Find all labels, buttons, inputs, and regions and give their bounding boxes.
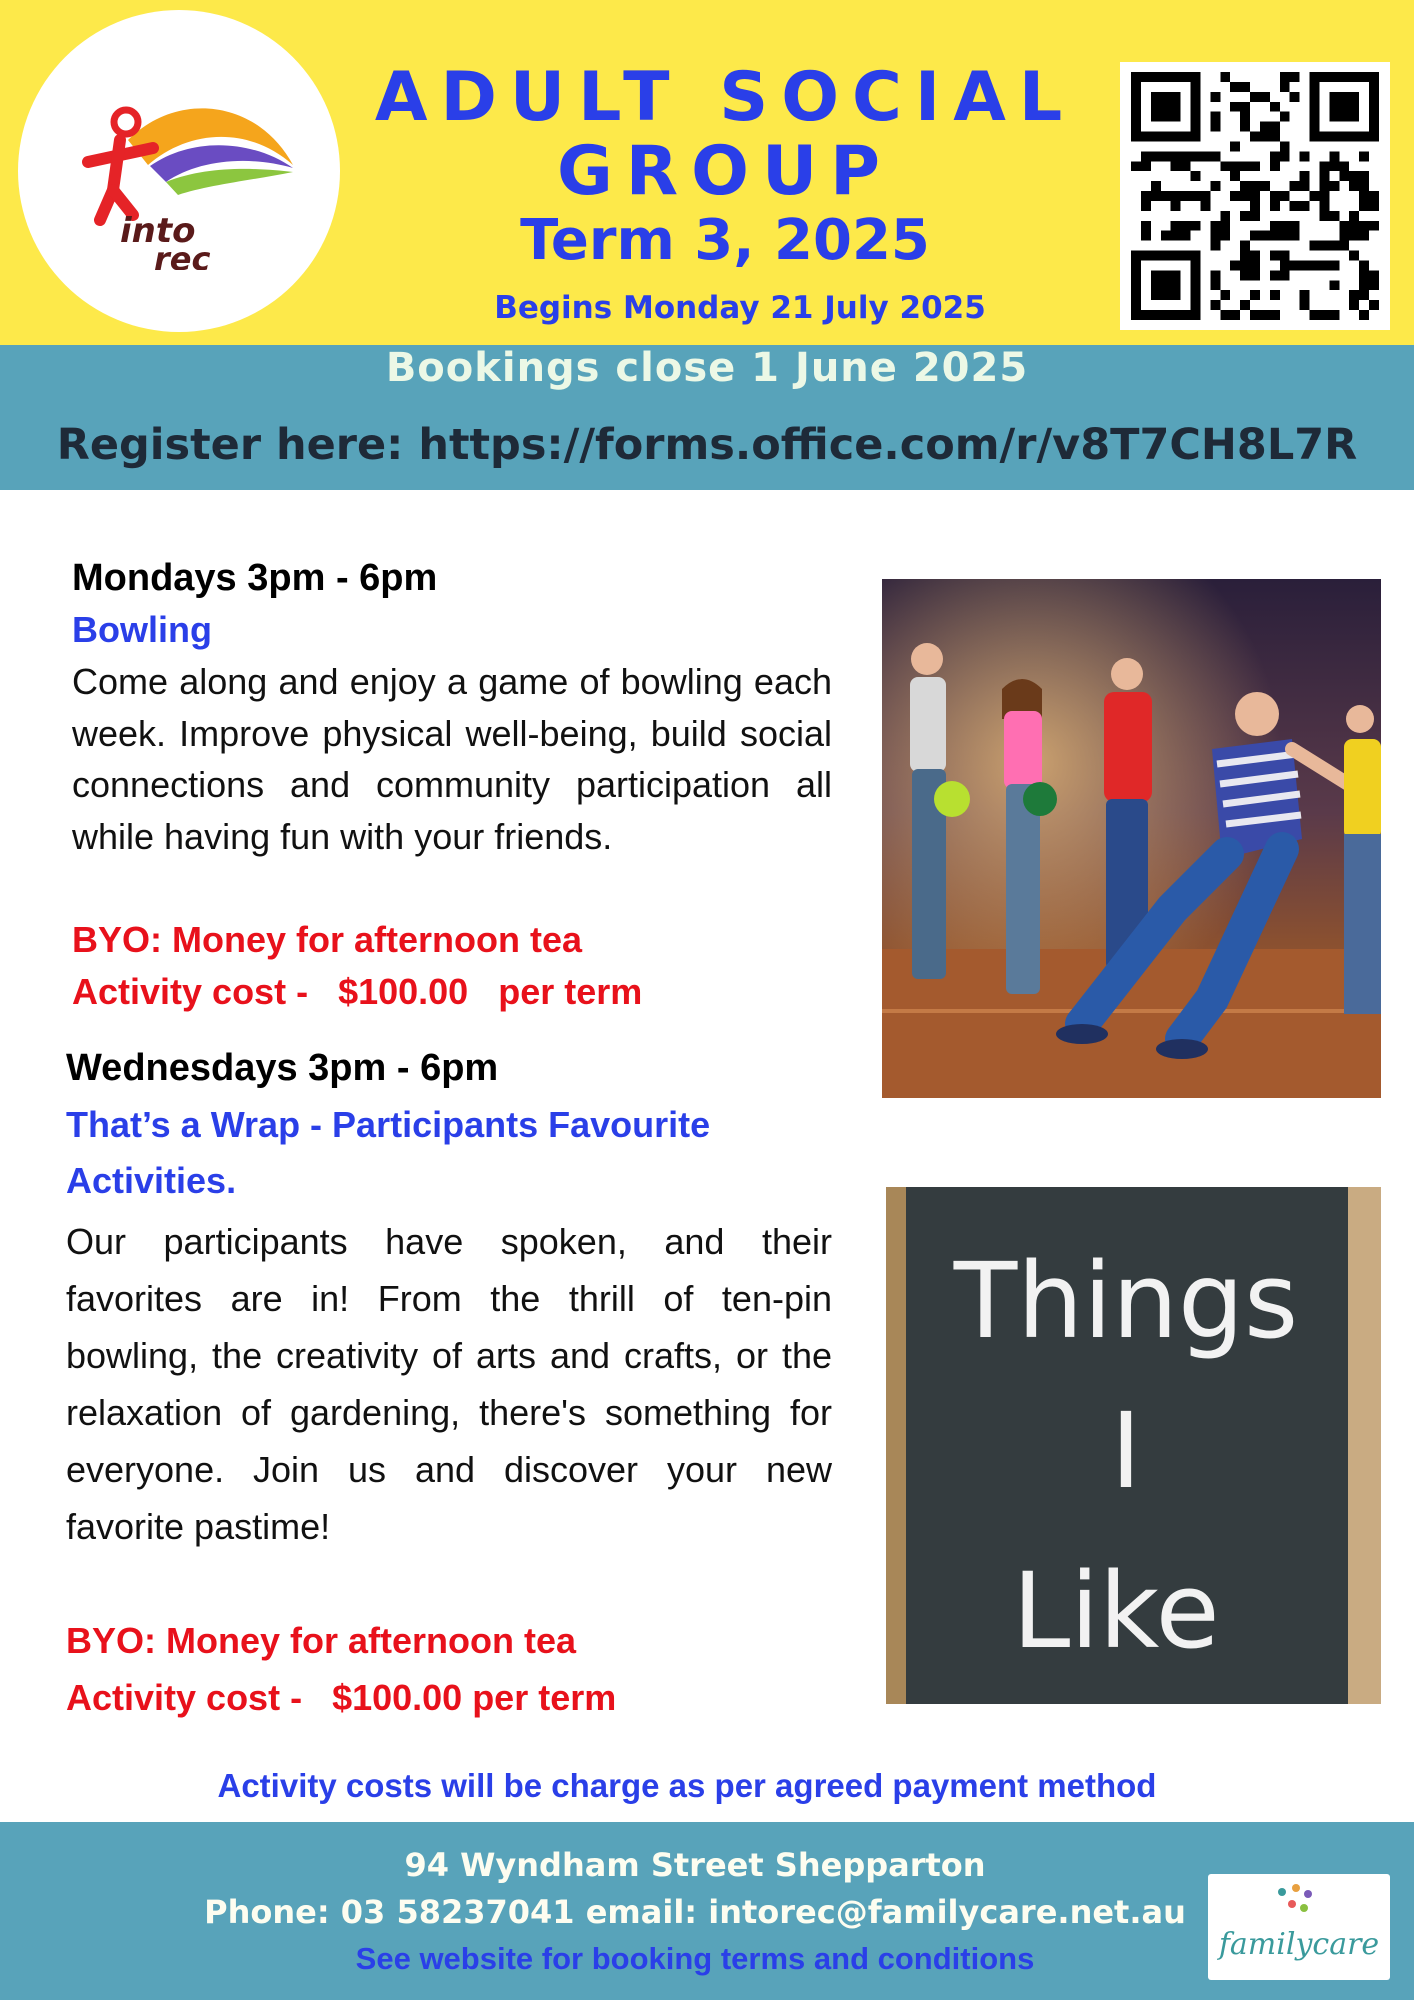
section-2-cost: Activity cost - $100.00 per term — [66, 1677, 617, 1718]
svg-text:Things: Things — [953, 1240, 1299, 1362]
term-label: Term 3, 2025 — [520, 208, 930, 273]
section-2-byo: BYO: Money for afternoon tea — [66, 1620, 577, 1661]
footer-contact[interactable]: Phone: 03 58237041 email: intorec@familycare.net.au — [204, 1893, 1186, 1931]
section-2-description: Our participants have spoken, and their favorites are in! From the thrill of ten-pin bowling, the creativity of arts and crafts, or the relaxation of gardening, there's something for everyone. Join us and discover your new favorite pastime! — [66, 1221, 832, 1547]
intorec-logo-icon — [58, 70, 308, 270]
familycare-logo — [1208, 1874, 1390, 1980]
section-1-time: Mondays 3pm - 6pm — [72, 557, 438, 599]
footer-address: 94 Wyndham Street Shepparton — [404, 1846, 986, 1884]
section-1-description: Come along and enjoy a game of bowling each week. Improve physical well-being, build social connections and community participation all while having fun with your friends. — [72, 661, 832, 857]
bowling-photo-image — [882, 579, 1381, 1098]
svg-text:rec: rec — [154, 240, 211, 270]
page-title-line1: ADULT SOCIAL — [374, 58, 1076, 137]
bookings-close-notice: Bookings close 1 June 2025 — [385, 345, 1029, 391]
qr-code-icon — [1130, 72, 1380, 320]
payment-note: Activity costs will be charge as per agreed payment method — [217, 1767, 1157, 1804]
familycare-logo-icon — [1208, 1874, 1390, 1980]
start-date: Begins Monday 21 July 2025 — [494, 290, 986, 326]
svg-text:into: into — [120, 211, 196, 251]
qr-code[interactable] — [1120, 62, 1390, 330]
chalkboard-photo-image — [886, 1187, 1381, 1704]
intorec-logo — [18, 10, 340, 332]
page-title-line2: GROUP — [556, 132, 894, 211]
register-link[interactable]: Register here: https://forms.office.com/r/v8T7CH8L7R — [56, 420, 1358, 470]
svg-text:I: I — [1110, 1390, 1142, 1512]
section-2-time: Wednesdays 3pm - 6pm — [66, 1047, 499, 1089]
chalkboard-photo — [886, 1187, 1381, 1704]
svg-text:Like: Like — [1012, 1550, 1220, 1672]
bowling-photo — [882, 579, 1381, 1098]
section-1-byo: BYO: Money for afternoon tea — [72, 919, 583, 960]
section-2-title: That’s a Wrap - Participants Favourite Activities. — [66, 1104, 711, 1201]
svg-text:familycare: familycare — [1218, 1927, 1380, 1962]
footer-website-note[interactable]: See website for booking terms and conditions — [355, 1941, 1035, 1976]
section-1-title: Bowling — [72, 609, 212, 650]
section-1-cost: Activity cost - $100.00 per term — [72, 971, 643, 1012]
